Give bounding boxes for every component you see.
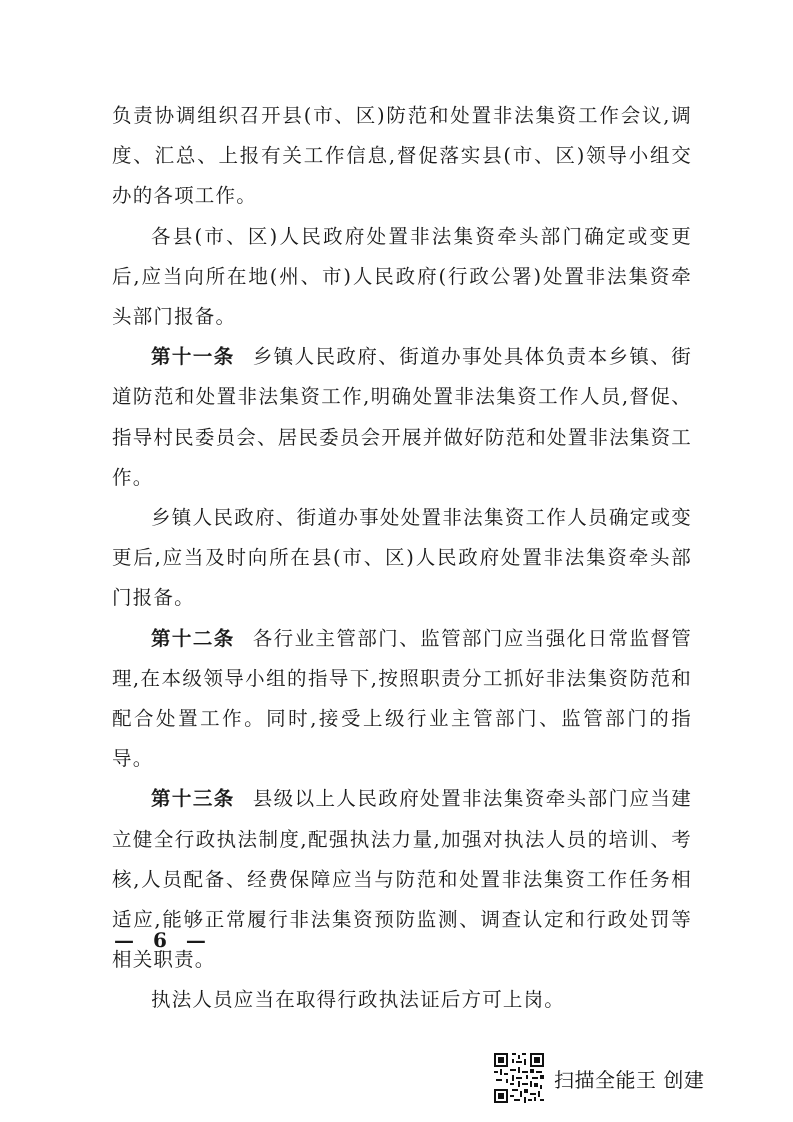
article-12-text: 各行业主管部门、监管部门应当强化日常监督管理,在本级领导小组的指导下,按照职责分工抓好非法集资防范和配合处置工作。同时,接受上级行业主管部门、监管部门的指导。 — [112, 626, 692, 771]
paragraph-7 — [112, 980, 692, 1020]
paragraph-7-text: 执法人员应当在取得行政执法证后方可上岗。 — [151, 988, 566, 1012]
paragraph-2-text: 各县(市、区)人民政府处置非法集资牵头部门确定或变更后,应当向所在地(州、市)人民政府(行政公署)处置非法集资牵头部门报备。 — [112, 224, 692, 329]
paragraph-4-text: 乡镇人民政府、街道办事处处置非法集资工作人员确定或变更后,应当及时向所在县(市、区)人民政府处置非法集资牵头部门报备。 — [112, 506, 692, 610]
qr-code-icon — [494, 1053, 544, 1103]
article-13-label: 第十三条 — [151, 787, 235, 811]
paragraph-1 — [112, 96, 692, 217]
article-11-label: 第十一条 — [151, 345, 235, 369]
watermark-text: 扫描全能王 创建 — [554, 1067, 705, 1092]
article-12-label: 第十二条 — [151, 626, 235, 650]
page-number: — 6 — — [114, 928, 212, 952]
paragraph-1-text: 负责协调组织召开县(市、区)防范和处置非法集资工作会议,调度、汇总、上报有关工作信息,督促落实县(市、区)领导小组交办的各项工作。 — [112, 104, 692, 208]
paragraph-2 — [112, 217, 692, 338]
body-text — [112, 96, 692, 1021]
article-11-text: 乡镇人民政府、街道办事处具体负责本乡镇、街道防范和处置非法集资工作,明确处置非法集资工作人员,督促、指导村民委员会、居民委员会开展并做好防范和处置非法集资工作。 — [112, 345, 692, 489]
article-12 — [112, 619, 692, 780]
article-11 — [112, 337, 692, 498]
scanner-watermark — [494, 1052, 704, 1104]
paragraph-4 — [112, 498, 692, 619]
article-13-text: 县级以上人民政府处置非法集资牵头部门应当建立健全行政执法制度,配强执法力量,加强对执法人员的培训、考核,人员配备、经费保障应当与防范和处置非法集资工作任务相适应,能够正常履行非法集资预防监测、调查认定和行政处罚等相关职责。 — [112, 787, 692, 972]
